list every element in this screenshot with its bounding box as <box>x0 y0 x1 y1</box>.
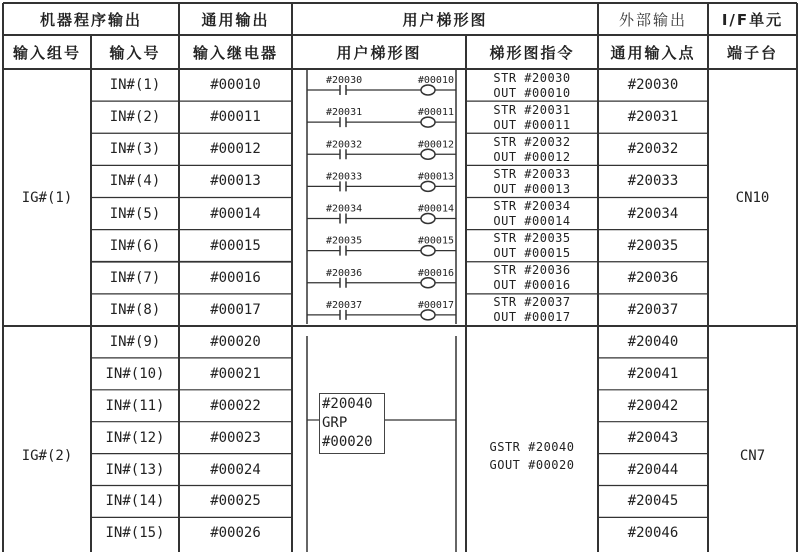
header-external-output: 外部输出 <box>618 10 687 29</box>
output-coil-icon <box>421 181 435 191</box>
general-input-point-cell: #20045 <box>627 493 679 510</box>
rung-output-label: #00017 <box>417 299 454 311</box>
rung-input-label: #20036 <box>326 267 363 279</box>
input-relay-cell: #00012 <box>210 141 261 158</box>
general-input-point-cell: #20046 <box>627 525 679 542</box>
input-relay-cell: #00010 <box>210 77 261 94</box>
ladder-instruction-cell-line-2: OUT #00017 <box>493 310 571 325</box>
ladder-instruction-cell-line-1: STR #20034 <box>493 199 571 214</box>
header-input-relay: 输入继电器 <box>192 43 278 62</box>
rung-output-label: #00015 <box>417 235 454 247</box>
ladder-instruction-cell-line-1: STR #20035 <box>493 231 571 246</box>
input-no-cell: IN#(8) <box>109 301 161 318</box>
general-input-point-cell: #20031 <box>627 109 679 126</box>
ladder-instruction-cell-line-1: STR #20037 <box>493 295 571 310</box>
rung-output-label: #00011 <box>417 107 454 119</box>
general-input-point-cell: #20042 <box>627 397 679 414</box>
input-no-cell: IN#(12) <box>105 429 165 446</box>
ladder-instruction-cell-line-2: OUT #00010 <box>493 85 571 100</box>
general-input-point-cell: #20037 <box>627 301 679 318</box>
rung-input-label: #20031 <box>326 107 363 119</box>
output-coil-icon <box>421 214 435 224</box>
ladder-instruction-cell-line-2: OUT #00012 <box>493 149 571 164</box>
rung-input-label: #20034 <box>326 203 363 215</box>
input-no-cell: IN#(10) <box>105 365 165 382</box>
input-relay-cell: #00013 <box>210 173 261 190</box>
output-coil-icon <box>421 149 435 159</box>
ladder-instruction-cell-line-2: OUT #00016 <box>493 278 571 293</box>
rung-output-label: #00010 <box>417 75 454 86</box>
input-relay-cell: #00015 <box>210 237 261 254</box>
rung-input-label: #20035 <box>326 235 363 247</box>
output-coil-icon <box>421 310 435 320</box>
rung-input-label: #20030 <box>326 75 363 86</box>
ladder-instruction-cell <box>466 134 598 165</box>
input-no-cell: IN#(9) <box>109 333 161 350</box>
header-input-no: 输入号 <box>109 43 161 62</box>
rung-input-label: #20037 <box>326 299 363 311</box>
input-relay-cell: #00025 <box>210 493 261 510</box>
input-relay-cell: #00016 <box>210 269 261 286</box>
ladder-instruction-cell <box>466 199 598 230</box>
input-no-cell: IN#(1) <box>109 77 161 94</box>
input-relay-cell: #00022 <box>210 397 261 414</box>
input-no-cell: IN#(5) <box>109 205 161 222</box>
group-box <box>319 393 385 454</box>
input-no-cell: IN#(15) <box>105 525 165 542</box>
input-no-cell: IN#(14) <box>105 493 165 510</box>
header-user-ladder: 用户梯形图 <box>336 43 422 62</box>
general-input-point-cell: #20034 <box>627 205 679 222</box>
group-box-line-1: #20040 <box>322 396 373 412</box>
general-input-point-cell: #20036 <box>627 269 679 286</box>
input-relay-cell: #00026 <box>210 525 261 542</box>
input-no-cell: IN#(6) <box>109 237 161 254</box>
ladder-instruction-cell <box>466 263 598 294</box>
header-general-output: 通用输出 <box>201 10 270 29</box>
ladder-instruction-cell-line-1: STR #20030 <box>493 70 571 85</box>
general-input-point-cell: #20035 <box>627 237 679 254</box>
rung-input-label: #20033 <box>326 171 363 183</box>
general-input-point-cell: #20040 <box>627 333 679 350</box>
ladder-instruction-cell-line-1: STR #20036 <box>493 263 571 278</box>
output-coil-icon <box>421 246 435 256</box>
general-input-point-cell: #20030 <box>627 77 679 94</box>
ladder-instruction-cell-line-2: OUT #00013 <box>493 181 571 196</box>
group-instruction-cell-line-2: GOUT #00020 <box>489 457 575 472</box>
ladder-instruction-cell-line-1: STR #20032 <box>493 134 571 149</box>
input-relay-cell: #00011 <box>210 109 261 126</box>
general-input-point-cell: #20041 <box>627 365 679 382</box>
terminal-label: CN10 <box>735 189 770 206</box>
output-coil-icon <box>421 85 435 95</box>
rung-output-label: #00013 <box>417 171 454 183</box>
header-general-input-point: 通用输入点 <box>610 43 696 62</box>
ladder-instruction-cell <box>466 231 598 262</box>
general-input-point-cell: #20043 <box>627 429 679 446</box>
rung-output-label: #00012 <box>417 139 454 151</box>
ladder-instruction-cell-line-2: OUT #00014 <box>493 214 571 229</box>
header-if-unit: I/F单元 <box>721 10 784 29</box>
input-no-cell: IN#(13) <box>105 461 165 478</box>
input-no-cell: IN#(11) <box>105 397 165 414</box>
input-relay-cell: #00023 <box>210 429 261 446</box>
input-relay-cell: #00020 <box>210 333 261 350</box>
input-relay-cell: #00021 <box>210 365 261 382</box>
rung-output-label: #00014 <box>417 203 454 215</box>
rung-input-label: #20032 <box>326 139 363 151</box>
ladder-instruction-cell <box>466 295 598 326</box>
ladder-instruction-cell <box>466 102 598 133</box>
input-group-label: IG#(1) <box>21 189 73 206</box>
group-instruction-cell-line-1: GSTR #20040 <box>489 439 575 454</box>
general-input-point-cell: #20044 <box>627 461 679 478</box>
group-instruction-cell <box>466 326 598 552</box>
input-no-cell: IN#(2) <box>109 109 161 126</box>
header-ladder-instruction: 梯形图指令 <box>489 43 575 62</box>
input-no-cell: IN#(7) <box>109 269 161 286</box>
input-relay-cell: #00014 <box>210 205 261 222</box>
group-box-line-2: GRP <box>322 415 348 431</box>
rung-output-label: #00016 <box>417 267 454 279</box>
input-relay-cell: #00017 <box>210 301 261 318</box>
group-box-line-3: #00020 <box>322 434 373 450</box>
general-input-point-cell: #20033 <box>627 173 679 190</box>
terminal-label: CN7 <box>739 447 766 464</box>
ladder-instruction-cell-line-2: OUT #00015 <box>493 246 571 261</box>
header-input-group: 输入组号 <box>12 43 81 62</box>
ladder-instruction-cell-line-2: OUT #00011 <box>493 117 571 132</box>
output-coil-icon <box>421 278 435 288</box>
ladder-instruction-cell-line-1: STR #20033 <box>493 166 571 181</box>
input-group-label: IG#(2) <box>21 447 73 464</box>
input-no-cell: IN#(4) <box>109 173 161 190</box>
general-input-point-cell: #20032 <box>627 141 679 158</box>
ladder-instruction-cell <box>466 166 598 197</box>
ladder-instruction-cell <box>466 70 598 101</box>
output-coil-icon <box>421 117 435 127</box>
input-relay-cell: #00024 <box>210 461 261 478</box>
ladder-instruction-cell-line-1: STR #20031 <box>493 102 571 117</box>
header-user-ladder-top: 用户梯形图 <box>402 10 488 29</box>
header-terminal: 端子台 <box>726 43 778 62</box>
header-robot-program-output: 机器程序输出 <box>39 10 142 29</box>
input-no-cell: IN#(3) <box>109 141 161 158</box>
